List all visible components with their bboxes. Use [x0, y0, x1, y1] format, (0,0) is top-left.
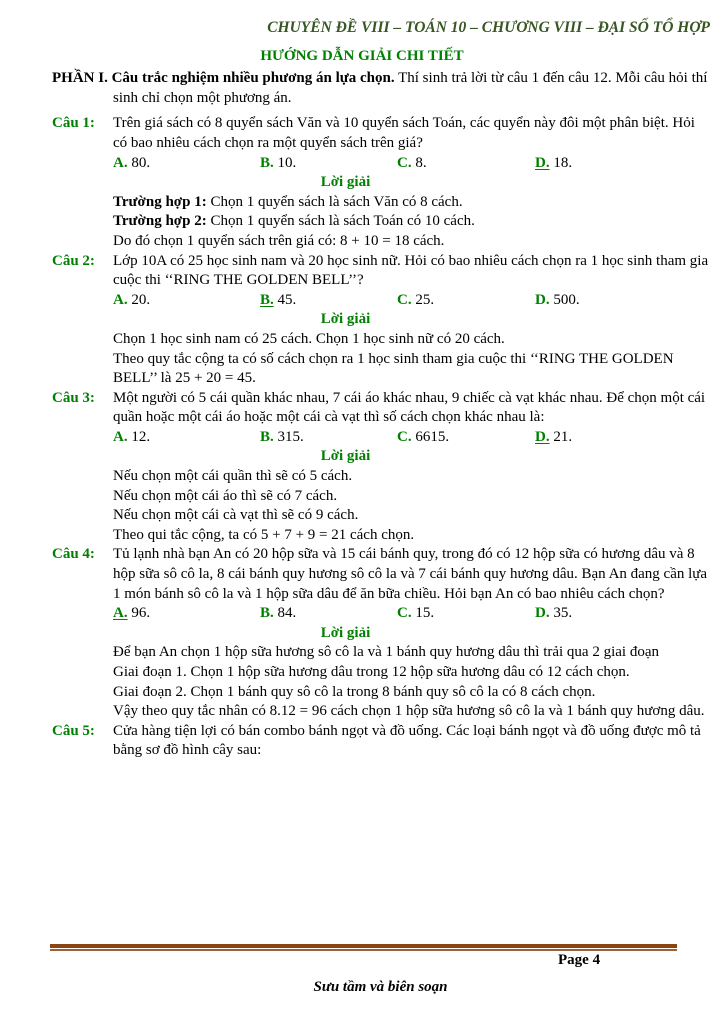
solution-header: Lời giải	[320, 174, 371, 191]
solution-line: Theo qui tắc cộng, ta có 5 + 7 + 9 = 21 cách chọn.	[113, 526, 415, 543]
option-text: 80.	[131, 154, 151, 171]
solution-line: Nếu chọn một cái áo thì sẽ có 7 cách.	[113, 487, 338, 504]
question-body	[113, 722, 710, 761]
document-title: CHUYÊN ĐỀ VIII – TOÁN 10 – CHƯƠNG VIII – ĐẠI SỐ TỔ HỢP	[267, 19, 710, 36]
option-text: 10.	[277, 154, 297, 171]
footer-rule	[50, 944, 677, 951]
question-label: Câu 1:	[52, 115, 95, 132]
answer-option	[397, 604, 535, 624]
answer-option	[260, 604, 397, 624]
answer-option	[113, 291, 260, 311]
option-text: 8.	[415, 154, 427, 171]
answer-option	[397, 154, 535, 174]
option-letter: A.	[113, 428, 128, 445]
answer-option	[535, 291, 710, 311]
option-letter: A.	[113, 291, 128, 308]
answer-option	[260, 428, 397, 448]
option-text: 20.	[131, 291, 151, 308]
answer-option	[260, 154, 397, 174]
option-letter: B.	[260, 154, 274, 171]
option-text: 96.	[131, 605, 151, 622]
question-text: Tủ lạnh nhà bạn An có 20 hộp sữa và 15 cái bánh quy, trong đó có 12 hộp sữa có hương dâu và 8 hộp sữa sô cô la, 8 cái bánh quy hương sô cô la và 7 cái bánh quy hương dâu. Bạn An đang cần lựa 1 món bánh sô cô la và 1 hộp sữa dâu để ăn bữa chiều. Hỏi bạn An có bao nhiêu cách chọn?	[113, 546, 708, 602]
option-text: 45.	[277, 291, 297, 308]
solution-line: Vậy theo quy tắc nhân có 8.12 = 96 cách chọn 1 hộp sữa hương sô cô la và 1 bánh quy hương dâu.	[113, 703, 705, 720]
question-label: Câu 4:	[52, 546, 95, 563]
answer-options	[113, 154, 710, 174]
option-text: 21.	[553, 428, 573, 445]
solution-line: Nếu chọn một cái quần thì sẽ có 5 cách.	[113, 468, 353, 485]
option-text: 315.	[277, 428, 304, 445]
answer-option	[113, 154, 260, 174]
solution-line-bold: Trường hợp 1:	[113, 193, 207, 210]
question-block	[52, 114, 710, 251]
solution-line: Chọn 1 học sinh nam có 25 cách. Chọn 1 học sinh nữ có 20 cách.	[113, 330, 505, 347]
question-text: Lớp 10A có 25 học sinh nam và 20 học sinh nữ. Hỏi có bao nhiêu cách chọn ra 1 học sinh tham gia cuộc thi ‘‘RING THE GOLDEN BELL’’?	[113, 252, 709, 289]
solution-line: Do đó chọn 1 quyển sách trên giá có: 8 + 10 = 18 cách.	[113, 232, 445, 249]
option-letter: D.	[535, 605, 550, 622]
footer-note: Sưu tầm và biên soạn	[313, 979, 448, 995]
option-letter: B.	[260, 428, 274, 445]
question-label: Câu 5:	[52, 722, 95, 739]
solution-line: Nếu chọn một cái cà vạt thì sẽ có 9 cách.	[113, 507, 359, 524]
answer-option	[535, 604, 710, 624]
answer-option	[113, 604, 260, 624]
question-text: Một người có 5 cái quần khác nhau, 7 cái áo khác nhau, 9 chiếc cà vạt khác nhau. Để chọn một cái quần hoặc một cái áo hoặc một cái cà vạt thì số cách chọn khác nhau là:	[113, 389, 706, 426]
option-letter: D.	[535, 428, 550, 445]
option-letter: A.	[113, 154, 128, 171]
answer-option	[397, 428, 535, 448]
option-letter: D.	[535, 154, 550, 171]
option-text: 12.	[131, 428, 151, 445]
question-body	[113, 389, 710, 546]
answer-option	[535, 428, 710, 448]
solution-line: Giai đoạn 2. Chọn 1 bánh quy sô cô la trong 8 bánh quy sô cô la có 8 cách chọn.	[113, 683, 596, 700]
question-body	[113, 114, 710, 251]
question-block	[52, 545, 710, 721]
answer-options	[113, 291, 710, 311]
solution-header: Lời giải	[320, 311, 371, 328]
answer-options	[113, 604, 710, 624]
option-text: 18.	[553, 154, 573, 171]
option-text: 35.	[553, 605, 573, 622]
question-body	[113, 545, 710, 721]
question-label: Câu 2:	[52, 252, 95, 269]
page-number: Page 4	[558, 952, 601, 968]
solution-header: Lời giải	[320, 448, 371, 465]
option-letter: A.	[113, 605, 128, 622]
questions-container	[52, 114, 710, 761]
question-text: Trên giá sách có 8 quyển sách Văn và 10 quyển sách Toán, các quyển này đôi một phân biệt. Hỏi có bao nhiêu cách chọn ra một quyển sách trên giá?	[113, 115, 695, 151]
solution-line: Theo quy tắc cộng ta có số cách chọn ra 1 học sinh tham gia cuộc thi ‘‘RING THE GOLDEN BELL’’ là 25 + 20 = 45.	[113, 350, 674, 387]
option-text: 6615.	[415, 428, 450, 445]
option-letter: D.	[535, 291, 550, 308]
answer-options	[113, 428, 710, 448]
option-letter: B.	[260, 605, 274, 622]
question-block	[52, 252, 710, 389]
answer-option	[113, 428, 260, 448]
answer-option	[260, 291, 397, 311]
question-block	[52, 722, 710, 761]
solution-line: Giai đoạn 1. Chọn 1 hộp sữa hương dâu trong 12 hộp sữa hương dâu có 12 cách chọn.	[113, 664, 630, 680]
option-letter: B.	[260, 291, 274, 308]
solution-line: Trường hợp 2: Chọn 1 quyển sách là sách Toán có 10 cách.	[113, 213, 475, 230]
option-letter: C.	[397, 605, 412, 622]
solution-line-bold: Trường hợp 2:	[113, 213, 207, 230]
part-heading-bold: PHẦN I. Câu trắc nghiệm nhiều phương án lựa chọn.	[52, 70, 395, 87]
option-letter: C.	[397, 428, 412, 445]
part-heading	[52, 69, 710, 108]
question-label: Câu 3:	[52, 389, 95, 406]
footer-rule-thick	[50, 944, 677, 948]
answer-option	[397, 291, 535, 311]
part-heading-rest: Thí sinh trả lời từ câu 1 đến câu 12. Mỗi câu hỏi thí sinh chỉ chọn một phương án.	[113, 70, 708, 106]
solution-header: Lời giải	[320, 624, 371, 641]
option-text: 15.	[415, 605, 435, 622]
question-text: Cửa hàng tiện lợi có bán combo bánh ngọt và đồ uống. Các loại bánh ngọt và đồ uống được mô tả bằng sơ đồ hình cây sau:	[113, 722, 701, 759]
question-block	[52, 389, 710, 546]
answer-option	[535, 154, 710, 174]
option-letter: C.	[397, 291, 412, 308]
question-body	[113, 252, 710, 389]
option-text: 25.	[415, 291, 435, 308]
solution-line: Để bạn An chọn 1 hộp sữa hương sô cô la và 1 bánh quy hương dâu thì trải qua 2 giai đoạn	[113, 644, 659, 661]
option-text: 500.	[553, 291, 580, 308]
option-letter: C.	[397, 154, 412, 171]
option-text: 84.	[277, 605, 297, 622]
solution-line: Trường hợp 1: Chọn 1 quyển sách là sách Văn có 8 cách.	[113, 193, 463, 210]
section-title: HƯỚNG DẪN GIẢI CHI TIẾT	[260, 47, 464, 64]
